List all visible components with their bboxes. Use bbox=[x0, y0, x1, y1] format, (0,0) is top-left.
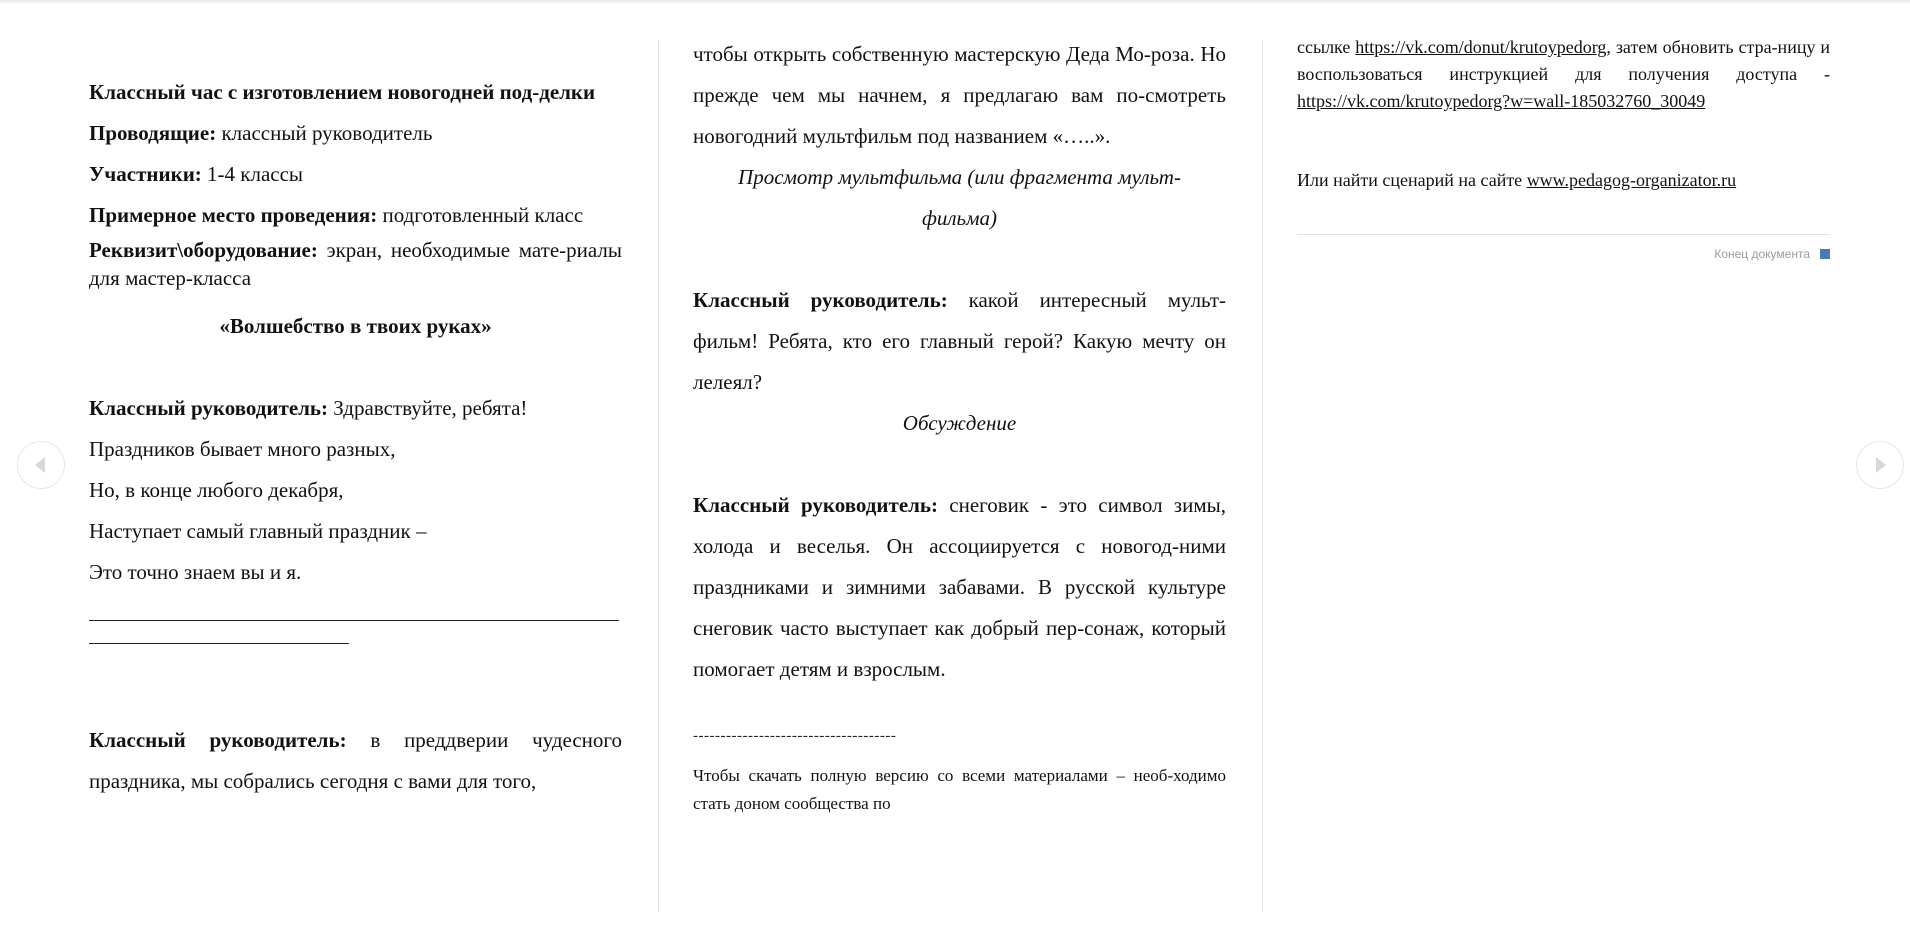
speech-paragraph: Классный руководитель: в преддверии чудесного праздника, мы собрались сегодня с вами для того, bbox=[89, 728, 622, 793]
chevron-left-icon bbox=[18, 442, 64, 488]
stage-direction: Обсуждение bbox=[902, 411, 1017, 435]
stage-direction: Просмотр мультфильма (или фрагмента мульт-фильма) bbox=[738, 165, 1181, 230]
page-column-2 bbox=[693, 40, 1226, 910]
prev-page-button[interactable] bbox=[17, 441, 65, 489]
download-instructions: ссылке https://vk.com/donut/krutoypedorg, затем обновить стра-ницу и воспользоваться инструкцией для получения доступа - https://vk.com/krutoypedorg?w=wall-185032760_30049 bbox=[1297, 40, 1830, 115]
page-column-3 bbox=[1297, 40, 1830, 910]
chevron-right-icon bbox=[1857, 442, 1903, 488]
dashed-separator: ------------------------------------- bbox=[693, 728, 897, 744]
end-of-document bbox=[1297, 234, 1830, 261]
place-line: Примерное место проведения: подготовленный класс bbox=[89, 203, 584, 227]
site-line: Или найти сценарий на сайте www.pedagog-organizator.ru bbox=[1297, 170, 1737, 190]
speech-paragraph: Классный руководитель: снеговик - это символ зимы, холода и веселья. Он ассоциируется с новогод-ними праздниками и зимними забавами. В русской культуре снеговик часто выступает как добрый пер-сонаж, который помогает детям и взрослым. bbox=[693, 493, 1226, 681]
top-shadow-bar bbox=[0, 0, 1910, 3]
end-of-document-label: Конец документа bbox=[1714, 247, 1810, 261]
props-line: Реквизит\оборудование: экран, необходимые мате-риалы для мастер-класса bbox=[89, 238, 622, 290]
site-link[interactable]: www.pedagog-organizator.ru bbox=[1526, 170, 1737, 190]
document-title: Классный час с изготовлением новогодней под-делки bbox=[89, 80, 596, 104]
next-page-button[interactable] bbox=[1856, 441, 1904, 489]
event-title: «Волшебство в твоих руках» bbox=[219, 314, 492, 338]
column-separator bbox=[1262, 40, 1263, 912]
donut-link[interactable]: https://vk.com/donut/krutoypedorg bbox=[1355, 40, 1607, 57]
page-column-1 bbox=[89, 40, 622, 910]
column-separator bbox=[658, 40, 659, 912]
wall-link[interactable]: https://vk.com/krutoypedorg?w=wall-185032760_30049 bbox=[1297, 91, 1706, 111]
download-note: Чтобы скачать полную версию со всеми материалами – необ-ходимо стать доном сообщества по bbox=[693, 766, 1226, 813]
greeting-line: Классный руководитель: Здравствуйте, ребята! bbox=[89, 396, 528, 420]
participants-line: Участники: 1-4 классы bbox=[89, 162, 304, 186]
hosts-line: Проводящие: классный руководитель bbox=[89, 121, 433, 145]
poem-line: Наступает самый главный праздник – bbox=[89, 519, 427, 543]
speech-paragraph: Классный руководитель: какой интересный мульт-фильм! Ребята, кто его главный герой? Какую мечту он лелеял? bbox=[693, 288, 1226, 394]
poem-line: Праздников бывает много разных, bbox=[89, 437, 396, 461]
speech-continuation: чтобы открыть собственную мастерскую Деда Мо-роза. Но прежде чем мы начнем, я предлагаю вам по-смотреть новогодний мультфильм под названием «…..». bbox=[693, 42, 1226, 148]
poem-line: Но, в конце любого декабря, bbox=[89, 478, 344, 502]
document-viewer[interactable] bbox=[58, 40, 1858, 920]
end-marker-icon bbox=[1820, 249, 1830, 259]
poem-line: Это точно знаем вы и я. bbox=[89, 560, 302, 584]
